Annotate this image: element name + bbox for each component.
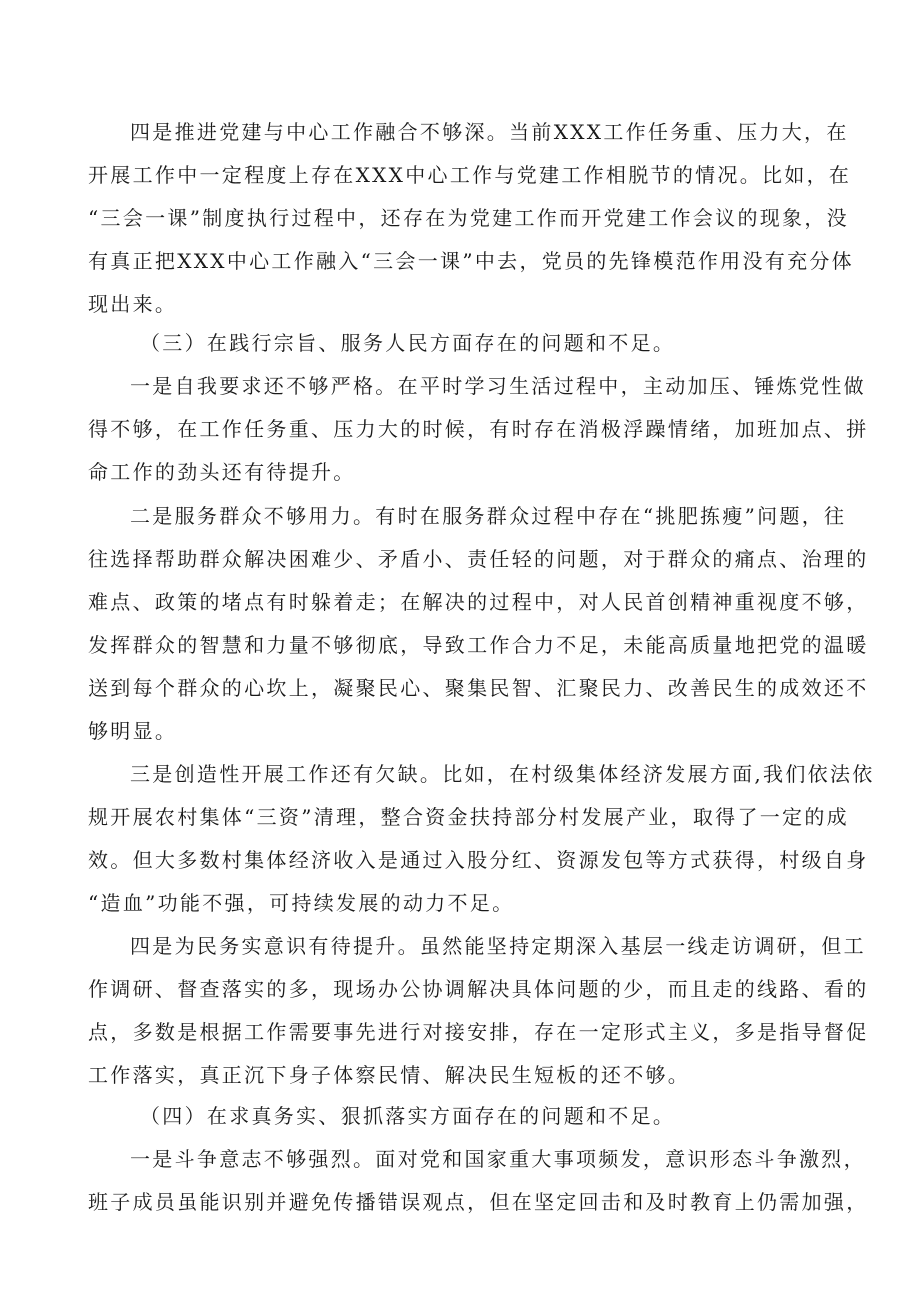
text-line: 发挥群众的智慧和力量不够彻底，导致工作合力不足，未能高质量地把党的温暖 bbox=[88, 633, 869, 657]
text-line: 得不够，在工作任务重、压力大的时候，有时存在消极浮躁情绪，加班加点、拼 bbox=[88, 417, 869, 441]
text-line: 点，多数是根据工作需要事先进行对接安排，存在一定形式主义，多是指导督促 bbox=[88, 1020, 869, 1044]
text-line: 一是斗争意志不够强烈。面对党和国家重大事项频发，意识形态斗争激烈， bbox=[130, 1147, 866, 1171]
text-line: 够明显。 bbox=[88, 719, 178, 743]
text-line: 命工作的劲头还有待提升。 bbox=[88, 460, 356, 484]
text-line: “造血”功能不强，可持续发展的动力不足。 bbox=[88, 891, 515, 915]
text-line: 送到每个群众的心坎上，凝聚民心、聚集民智、汇聚民力、改善民生的成效还不 bbox=[88, 676, 869, 700]
text-line: 作调研、督查落实的多，现场办公协调解决具体问题的少，而且走的线路、看的 bbox=[88, 977, 869, 1001]
text-line: 班子成员虽能识别并避免传播错误观点，但在坚定回击和及时教育上仍需加强， bbox=[88, 1190, 869, 1214]
text-line: “三会一课”制度执行过程中，还存在为党建工作而开党建工作会议的现象，没 bbox=[88, 206, 849, 230]
text-line: 四是为民务实意识有待提升。虽然能坚持定期深入基层一线走访调研，但工 bbox=[130, 934, 866, 958]
text-line: 工作落实，真正沉下身子体察民情、解决民生短板的还不够。 bbox=[88, 1063, 691, 1087]
text-line: 二是服务群众不够用力。有时在服务群众过程中存在“挑肥拣瘦”问题，往 bbox=[130, 504, 847, 528]
text-line: 有真正把XXX中心工作融入“三会一课”中去，党员的先锋模范作用没有充分体 bbox=[88, 249, 854, 273]
text-line: 现出来。 bbox=[88, 292, 178, 316]
text-line: 难点、政策的堵点有时躲着走；在解决的过程中，对人民首创精神重视度不够， bbox=[88, 590, 869, 614]
section-heading: （三）在践行宗旨、服务人民方面存在的问题和不足。 bbox=[140, 331, 676, 355]
text-line: 效。但大多数村集体经济收入是通过入股分红、资源发包等方式获得，村级自身 bbox=[88, 848, 869, 872]
text-line: 开展工作中一定程度上存在XXX中心工作与党建工作相脱节的情况。比如，在 bbox=[88, 163, 852, 187]
text-line: 三是创造性开展工作还有欠缺。比如，在村级集体经济发展方面,我们依法依 bbox=[130, 762, 875, 786]
text-line: 往选择帮助群众解决困难少、矛盾小、责任轻的问题，对于群众的痛点、治理的 bbox=[88, 547, 869, 571]
section-heading: （四）在求真务实、狠抓落实方面存在的问题和不足。 bbox=[140, 1104, 676, 1128]
text-line: 一是自我要求还不够严格。在平时学习生活过程中，主动加压、锤炼党性做 bbox=[130, 374, 866, 398]
text-line: 规开展农村集体“三资”清理，整合资金扶持部分村发展产业，取得了一定的成 bbox=[88, 805, 849, 829]
text-line: 四是推进党建与中心工作融合不够深。当前XXX工作任务重、压力大，在 bbox=[130, 120, 849, 144]
